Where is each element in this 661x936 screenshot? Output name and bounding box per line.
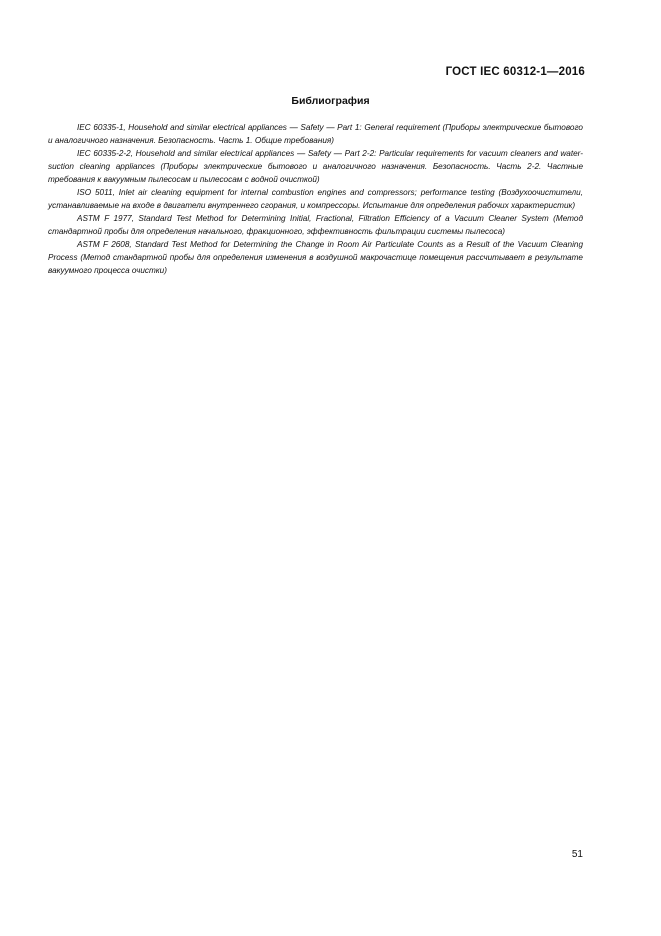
- bibliography-title: Библиография: [291, 95, 370, 107]
- page-number: 51: [571, 849, 583, 860]
- bibliography-entry: ISO 5011, Inlet air cleaning equipment for internal combustion engines and compressors; performance testing (Воздухоочистители, устанавливаемые на входе в двигатели внутреннего сгорания, и компрессоры. Испытание для определения рабочих характеристик): [48, 188, 583, 210]
- bibliography-entry: ASTM F 1977, Standard Test Method for Determining Initial, Fractional, Filtration Efficiency of a Vacuum Cleaner System (Метод стандартной пробы для определения начального, фракционного, эффективность фильтрации системы пылесоса): [48, 214, 583, 236]
- bibliography-entry: IEC 60335-1, Household and similar electrical appliances — Safety — Part 1: General requirement (Приборы электрические бытового и аналогичного назначения. Безопасность. Часть 1. Общие требования): [48, 123, 583, 145]
- bibliography-list: [48, 121, 583, 277]
- standard-code: ГОСТ IEC 60312-1—2016: [445, 66, 585, 78]
- bibliography-entry: IEC 60335-2-2, Household and similar electrical appliances — Safety — Part 2-2: Particular requirements for vacuum cleaners and water-suction cleaning appliances (Приборы электрические бытового и аналогичного назначения. Безопасность. Часть 2-2. Частные требования к вакуумным пылесосам и пылесосам с водной очисткой): [48, 149, 583, 184]
- bibliography-entry: ASTM F 2608, Standard Test Method for Determining the Change in Room Air Particulate Counts as a Result of the Vacuum Cleaning Process (Метод стандартной пробы для определения изменения в воздушной макрочастице помещения рассчитывает в результате вакуумного процесса очистки): [48, 240, 583, 275]
